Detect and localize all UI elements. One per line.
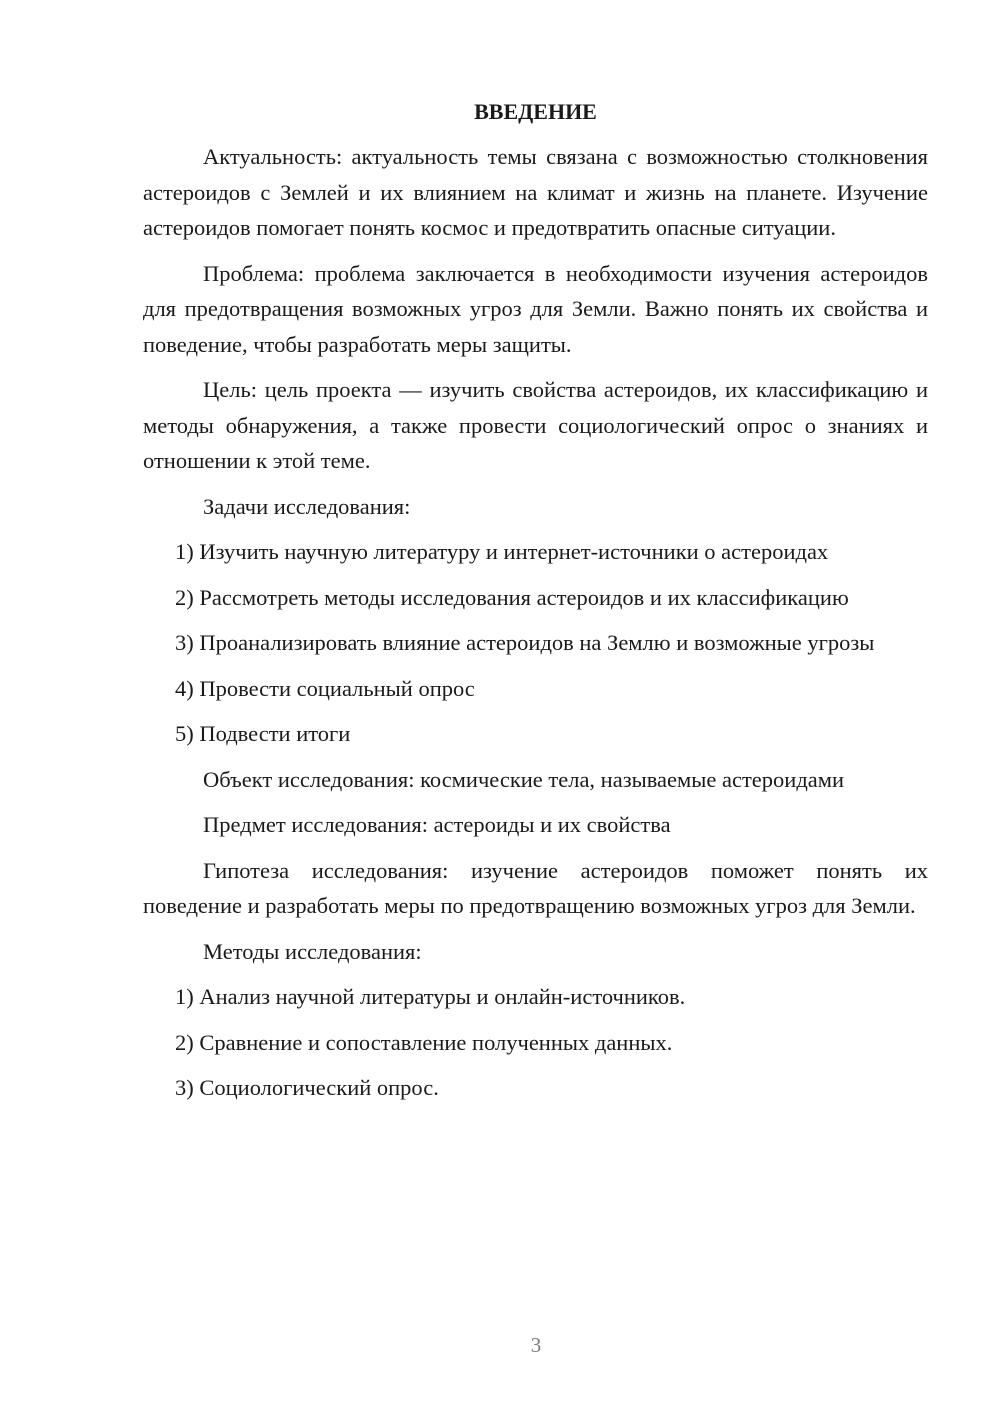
page-number: 3 xyxy=(530,1333,542,1357)
methods-heading: Методы исследования: xyxy=(203,938,422,964)
method-item-1: 1) Анализ научной литературы и онлайн-источников. xyxy=(175,984,686,1009)
task-item-1: 1) Изучить научную литературу и интернет-источники о астероидах xyxy=(175,539,829,564)
page-body xyxy=(143,94,928,1116)
object-line: Объект исследования: космические тела, называемые астероидами xyxy=(203,766,845,792)
tasks-heading: Задачи исследования: xyxy=(203,493,411,519)
task-item-5: 5) Подвести итоги xyxy=(175,721,351,746)
section-title: ВВЕДЕНИЕ xyxy=(474,99,597,124)
hypothesis-paragraph: Гипотеза исследования: изучение астероидов поможет понять их поведение и разработать меры по предотвращению возможных угроз для Земли. xyxy=(143,857,928,918)
subject-line: Предмет исследования: астероиды и их свойства xyxy=(203,812,671,837)
problem-paragraph: Проблема: проблема заключается в необходимости изучения астероидов для предотвращения возможных угроз для Земли. Важно понять их свойства и поведение, чтобы разработать меры защиты. xyxy=(143,260,928,357)
relevance-paragraph: Актуальность: актуальность темы связана с возможностью столкновения астероидов с Землей и их влиянием на климат и жизнь на планете. Изучение астероидов помогает понять космос и предотвратить опасные ситуации. xyxy=(143,144,928,240)
method-item-2: 2) Сравнение и сопоставление полученных данных. xyxy=(175,1029,673,1055)
goal-paragraph: Цель: цель проекта — изучить свойства астероидов, их классификацию и методы обнаружения, а также провести социологический опрос о знаниях и отношении к этой теме. xyxy=(143,377,928,473)
task-item-2: 2) Рассмотреть методы исследования астероидов и их классификацию xyxy=(175,584,849,610)
task-item-4: 4) Провести социальный опрос xyxy=(175,675,475,701)
task-item-3: 3) Проанализировать влияние астероидов на Землю и возможные угрозы xyxy=(175,630,875,655)
method-item-3: 3) Социологический опрос. xyxy=(175,1075,439,1100)
